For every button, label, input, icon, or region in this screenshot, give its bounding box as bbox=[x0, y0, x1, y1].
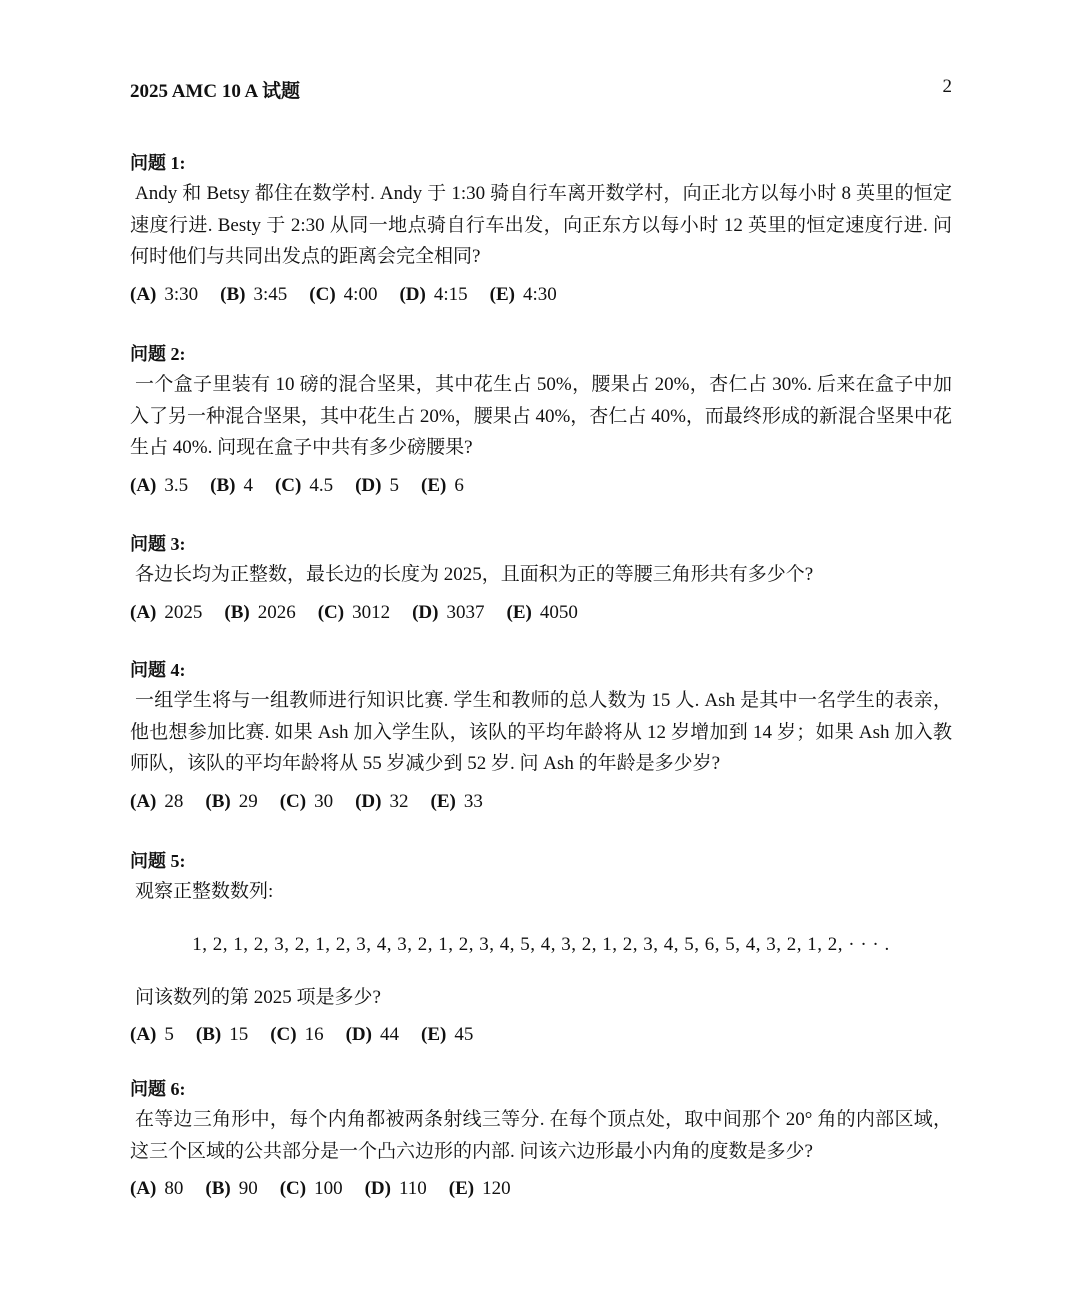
answer-option bbox=[399, 284, 467, 305]
option-label: (B) bbox=[224, 601, 250, 623]
answer-option bbox=[507, 602, 578, 623]
option-label: (A) bbox=[130, 474, 157, 496]
option-label: (C) bbox=[279, 1178, 307, 1200]
question-title: 问题 4: bbox=[130, 660, 186, 680]
answer-options bbox=[130, 1176, 952, 1202]
option-value: 100 bbox=[314, 1178, 343, 1200]
option-label: (B) bbox=[205, 1178, 231, 1200]
answer-option bbox=[210, 475, 253, 496]
option-label: (E) bbox=[448, 1178, 475, 1200]
answer-option bbox=[130, 602, 202, 623]
answer-option bbox=[130, 1024, 174, 1045]
question-body-2: 问该数列的第 2025 项是多少? bbox=[135, 986, 381, 1008]
option-value: 33 bbox=[463, 790, 483, 812]
option-value: 4 bbox=[243, 474, 253, 496]
option-label: (E) bbox=[430, 790, 456, 812]
question-body: 各边长均为正整数，最长边的长度为 2025，且面积为正的等腰三角形共有多少个? bbox=[135, 564, 814, 585]
option-value: 120 bbox=[482, 1178, 511, 1200]
option-value: 3.5 bbox=[164, 474, 189, 496]
question-title: 问题 6: bbox=[130, 1079, 186, 1099]
answer-option bbox=[205, 1178, 257, 1199]
page-number: 2 bbox=[942, 76, 952, 97]
option-value: 2026 bbox=[257, 601, 296, 623]
answer-option bbox=[130, 791, 183, 812]
answer-option bbox=[280, 1178, 343, 1199]
option-value: 28 bbox=[164, 790, 184, 812]
option-value: 3037 bbox=[446, 601, 485, 623]
option-value: 80 bbox=[164, 1178, 184, 1200]
number-sequence: 1, 2, 1, 2, 3, 2, 1, 2, 3, 4, 3, 2, 1, 2, 3, 4, 5, 4, 3, 2, 1, 2, 3, 4, 5, 6, 5, 4, 3, 2, 1, 2, · · · . bbox=[192, 933, 890, 955]
question-5 bbox=[130, 848, 952, 1048]
option-value: 3012 bbox=[352, 601, 391, 623]
option-label: (A) bbox=[130, 1024, 157, 1046]
option-value: 44 bbox=[380, 1024, 399, 1046]
answer-options bbox=[130, 789, 952, 815]
option-label: (C) bbox=[317, 601, 345, 623]
question-title: 问题 3: bbox=[130, 534, 186, 554]
answer-option bbox=[412, 602, 484, 623]
question-3 bbox=[130, 531, 952, 626]
answer-option bbox=[205, 791, 257, 812]
answer-option bbox=[220, 284, 287, 305]
question-2 bbox=[130, 341, 952, 499]
answer-option bbox=[355, 791, 408, 812]
option-value: 15 bbox=[229, 1024, 249, 1046]
option-value: 5 bbox=[389, 474, 399, 496]
question-body: 在等边三角形中，每个内角都被两条射线三等分. 在每个顶点处，取中间那个 20° 角的内部区域，这三个区域的公共部分是一个凸六边形的内部. 问该六边形最小内角的度数是多少? bbox=[130, 1109, 952, 1162]
answer-option bbox=[224, 602, 295, 623]
option-label: (D) bbox=[412, 601, 439, 623]
option-value: 3:45 bbox=[253, 283, 288, 305]
document-title: 2025 AMC 10 A 试题 bbox=[130, 81, 300, 102]
question-title: 问题 5: bbox=[130, 851, 186, 871]
question-6 bbox=[130, 1076, 952, 1202]
option-label: (C) bbox=[279, 790, 307, 812]
option-value: 6 bbox=[454, 474, 464, 496]
option-label: (B) bbox=[195, 1024, 222, 1046]
option-label: (E) bbox=[489, 283, 515, 305]
option-label: (A) bbox=[130, 601, 157, 623]
option-label: (D) bbox=[399, 283, 426, 305]
answer-options bbox=[130, 1022, 952, 1048]
option-label: (D) bbox=[364, 1178, 391, 1200]
option-label: (E) bbox=[421, 474, 447, 496]
question-body: Andy 和 Betsy 都住在数学村. Andy 于 1:30 骑自行车离开数学村，向正北方以每小时 8 英里的恒定速度行进. Besty 于 2:30 从同一地点骑自行车出发，向正东方以每小时 12 英里的恒定速度行进. 问何时他们与共同出发点的距离会完全相同? bbox=[130, 183, 952, 268]
answer-options bbox=[130, 282, 952, 308]
answer-option bbox=[449, 1178, 511, 1199]
option-value: 4:15 bbox=[433, 283, 468, 305]
option-value: 30 bbox=[314, 790, 334, 812]
answer-option bbox=[270, 1024, 323, 1045]
answer-option bbox=[490, 284, 557, 305]
option-label: (D) bbox=[355, 474, 382, 496]
option-value: 29 bbox=[238, 790, 258, 812]
option-label: (B) bbox=[205, 790, 231, 812]
option-label: (E) bbox=[506, 601, 532, 623]
question-body: 一个盒子里装有 10 磅的混合坚果，其中花生占 50%，腰果占 20%，杏仁占 30%. 后来在盒子中加入了另一种混合坚果，其中花生占 20%，腰果占 40%，杏仁占 40%，而最终形成的新混合坚果中花生占 40%. 问现在盒子中共有多少磅腰果? bbox=[130, 374, 952, 459]
answer-option bbox=[355, 475, 399, 496]
option-label: (A) bbox=[130, 790, 157, 812]
option-label: (D) bbox=[345, 1024, 372, 1046]
option-value: 45 bbox=[454, 1024, 474, 1046]
option-label: (D) bbox=[355, 790, 382, 812]
option-label: (A) bbox=[130, 1178, 157, 1200]
answer-option bbox=[365, 1178, 427, 1199]
option-label: (C) bbox=[274, 474, 302, 496]
option-value: 4.5 bbox=[309, 474, 334, 496]
option-label: (B) bbox=[210, 474, 236, 496]
answer-option bbox=[346, 1024, 399, 1045]
question-body: 一组学生将与一组教师进行知识比赛. 学生和教师的总人数为 15 人. Ash 是其中一名学生的表亲，他也想参加比赛. 如果 Ash 加入学生队，该队的平均年龄将从 12 岁增加到 14 岁；如果 Ash 加入教师队，该队的平均年龄将从 55 岁减少到 52 岁. 问 Ash 的年龄是多少岁? bbox=[130, 690, 952, 775]
option-value: 16 bbox=[304, 1024, 324, 1046]
answer-option bbox=[130, 475, 188, 496]
answer-option bbox=[280, 791, 333, 812]
answer-option bbox=[309, 284, 377, 305]
option-value: 110 bbox=[399, 1178, 427, 1200]
answer-option bbox=[130, 1178, 183, 1199]
answer-option bbox=[318, 602, 390, 623]
option-value: 4:30 bbox=[522, 283, 557, 305]
question-title: 问题 2: bbox=[130, 344, 186, 364]
answer-option bbox=[196, 1024, 248, 1045]
question-4 bbox=[130, 657, 952, 815]
option-label: (C) bbox=[270, 1024, 297, 1046]
option-value: 4:00 bbox=[343, 283, 378, 305]
answer-options bbox=[130, 600, 952, 626]
option-label: (E) bbox=[421, 1024, 447, 1046]
question-title: 问题 1: bbox=[130, 153, 186, 173]
option-label: (A) bbox=[130, 283, 157, 305]
answer-option bbox=[275, 475, 333, 496]
option-value: 2025 bbox=[164, 601, 203, 623]
answer-options bbox=[130, 473, 952, 499]
answer-option bbox=[421, 475, 464, 496]
option-value: 3:30 bbox=[164, 283, 199, 305]
option-label: (B) bbox=[220, 283, 246, 305]
answer-option bbox=[421, 1024, 473, 1045]
option-value: 4050 bbox=[539, 601, 578, 623]
question-1 bbox=[130, 150, 952, 308]
option-value: 32 bbox=[389, 790, 409, 812]
option-value: 5 bbox=[164, 1024, 174, 1046]
answer-option bbox=[130, 284, 198, 305]
question-body: 观察正整数数列: bbox=[135, 881, 274, 902]
option-label: (C) bbox=[309, 283, 336, 305]
option-value: 90 bbox=[238, 1178, 258, 1200]
answer-option bbox=[431, 791, 483, 812]
